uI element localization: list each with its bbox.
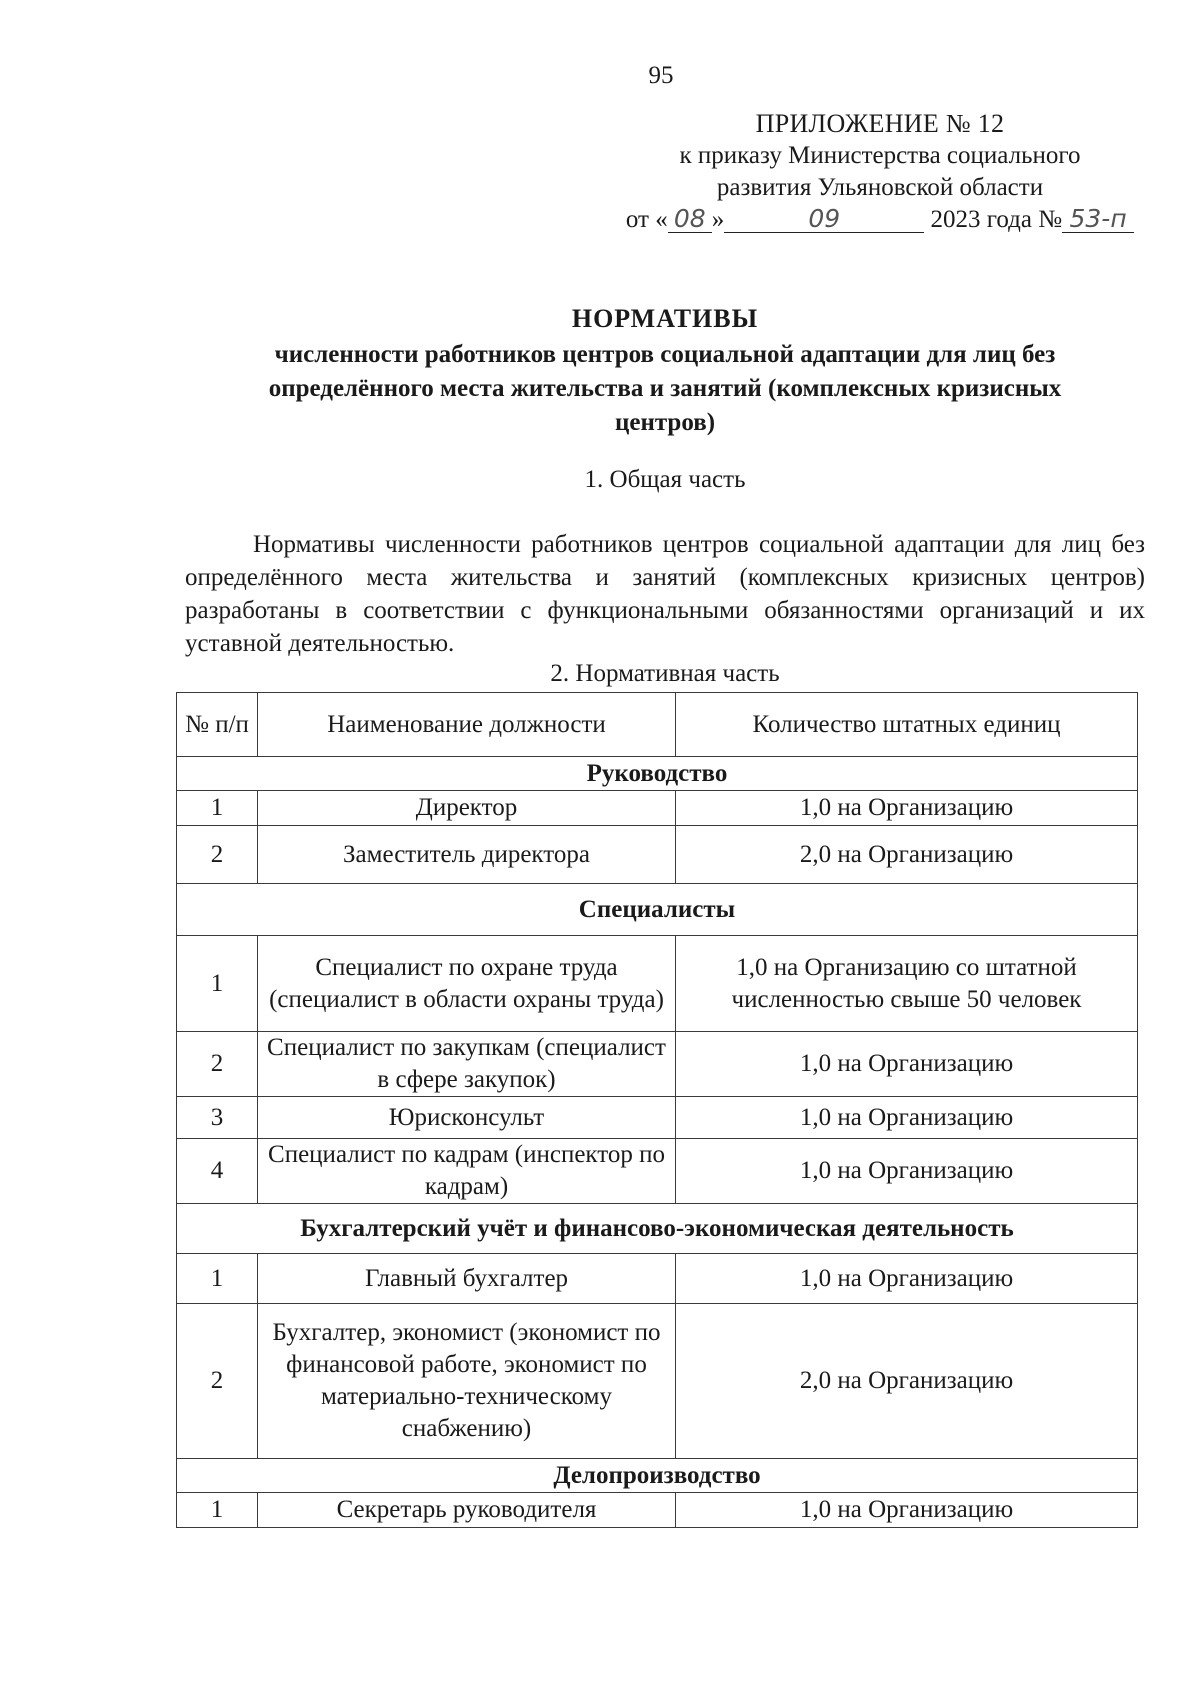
page-number: 95 [648,62,674,89]
date-mid: » [711,206,725,233]
cell-quantity: 1,0 на Организацию [676,1139,1138,1204]
document-title-line-1: численности работников центров социальной адаптации для лиц без [274,341,1056,368]
appendix-title: ПРИЛОЖЕНИЕ № 12 [755,109,1005,138]
cell-position: Директор [258,791,676,826]
table-row [177,1032,1138,1097]
handwritten-order-number: 53-п [1062,206,1134,233]
cell-position: Специалист по закупкам (специалист в сфере закупок) [258,1032,676,1097]
table-row [177,1304,1138,1459]
header-position: Наименование должности [258,693,676,757]
cell-number: 2 [177,826,258,884]
header-quantity: Количество штатных единиц [676,693,1138,757]
cell-position: Специалист по охране труда (специалист в области охраны труда) [258,936,676,1032]
cell-position: Секретарь руководителя [258,1493,676,1528]
table-row [177,1139,1138,1204]
cell-quantity: 1,0 на Организацию со штатной численностью свыше 50 человек [676,936,1138,1032]
cell-position: Главный бухгалтер [258,1254,676,1304]
table-group-row [177,884,1138,936]
document-title [200,302,1130,440]
cell-quantity: 1,0 на Организацию [676,791,1138,826]
table-group-label: Руководство [177,757,1138,791]
section-1-heading: 1. Общая часть [584,466,746,493]
header-number: № п/п [177,693,258,757]
date-year-text: 2023 года № [930,206,1063,233]
cell-quantity: 1,0 на Организацию [676,1493,1138,1528]
handwritten-month: 09 [724,206,924,233]
cell-quantity: 1,0 на Организацию [676,1097,1138,1139]
cell-position: Бухгалтер, экономист (экономист по финансовой работе, экономист по материально-техническому снабжению) [258,1304,676,1459]
norms-table [176,692,1138,1528]
cell-number: 1 [177,1254,258,1304]
date-prefix: от « [625,206,668,233]
cell-quantity: 1,0 на Организацию [676,1254,1138,1304]
cell-number: 2 [177,1032,258,1097]
table-row [177,936,1138,1032]
cell-position: Заместитель директора [258,826,676,884]
document-title-main: НОРМАТИВЫ [571,304,759,333]
cell-quantity: 2,0 на Организацию [676,1304,1138,1459]
document-title-line-3: центров) [614,409,716,436]
appendix-line-2: развития Ульяновской области [716,174,1044,201]
table-row [177,826,1138,884]
cell-quantity: 1,0 на Организацию [676,1032,1138,1097]
table-row [177,791,1138,826]
cell-number: 4 [177,1139,258,1204]
cell-number: 1 [177,936,258,1032]
cell-number: 2 [177,1304,258,1459]
table-header-row [177,693,1138,757]
cell-quantity: 2,0 на Организацию [676,826,1138,884]
cell-position: Юрисконсульт [258,1097,676,1139]
cell-position: Специалист по кадрам (инспектор по кадрам) [258,1139,676,1204]
cell-number: 3 [177,1097,258,1139]
cell-number: 1 [177,1493,258,1528]
table-group-label: Бухгалтерский учёт и финансово-экономическая деятельность [177,1204,1138,1254]
handwritten-day: 08 [668,206,712,233]
table-group-label: Специалисты [177,884,1138,936]
table-row [177,1254,1138,1304]
cell-number: 1 [177,791,258,826]
section-2-heading: 2. Нормативная часть [550,660,780,687]
intro-paragraph: Нормативы численности работников центров социальной адаптации для лиц без определённого места жительства и занятий (комплексных кризисных центров) разработаны в соответствии с функциональными обязанностями организаций и их уставной деятельностью. [185,531,1145,657]
table-group-row [177,1459,1138,1493]
appendix-block [620,108,1140,236]
table-row [177,1493,1138,1528]
table-group-row [177,1204,1138,1254]
appendix-line-1: к приказу Министерства социального [679,142,1081,169]
table-group-label: Делопроизводство [177,1459,1138,1493]
norms-table-body [177,693,1138,1528]
document-title-line-2: определённого места жительства и занятий (комплексных кризисных [268,375,1062,402]
table-group-row [177,757,1138,791]
appendix-dateline [620,204,1140,236]
table-row [177,1097,1138,1139]
